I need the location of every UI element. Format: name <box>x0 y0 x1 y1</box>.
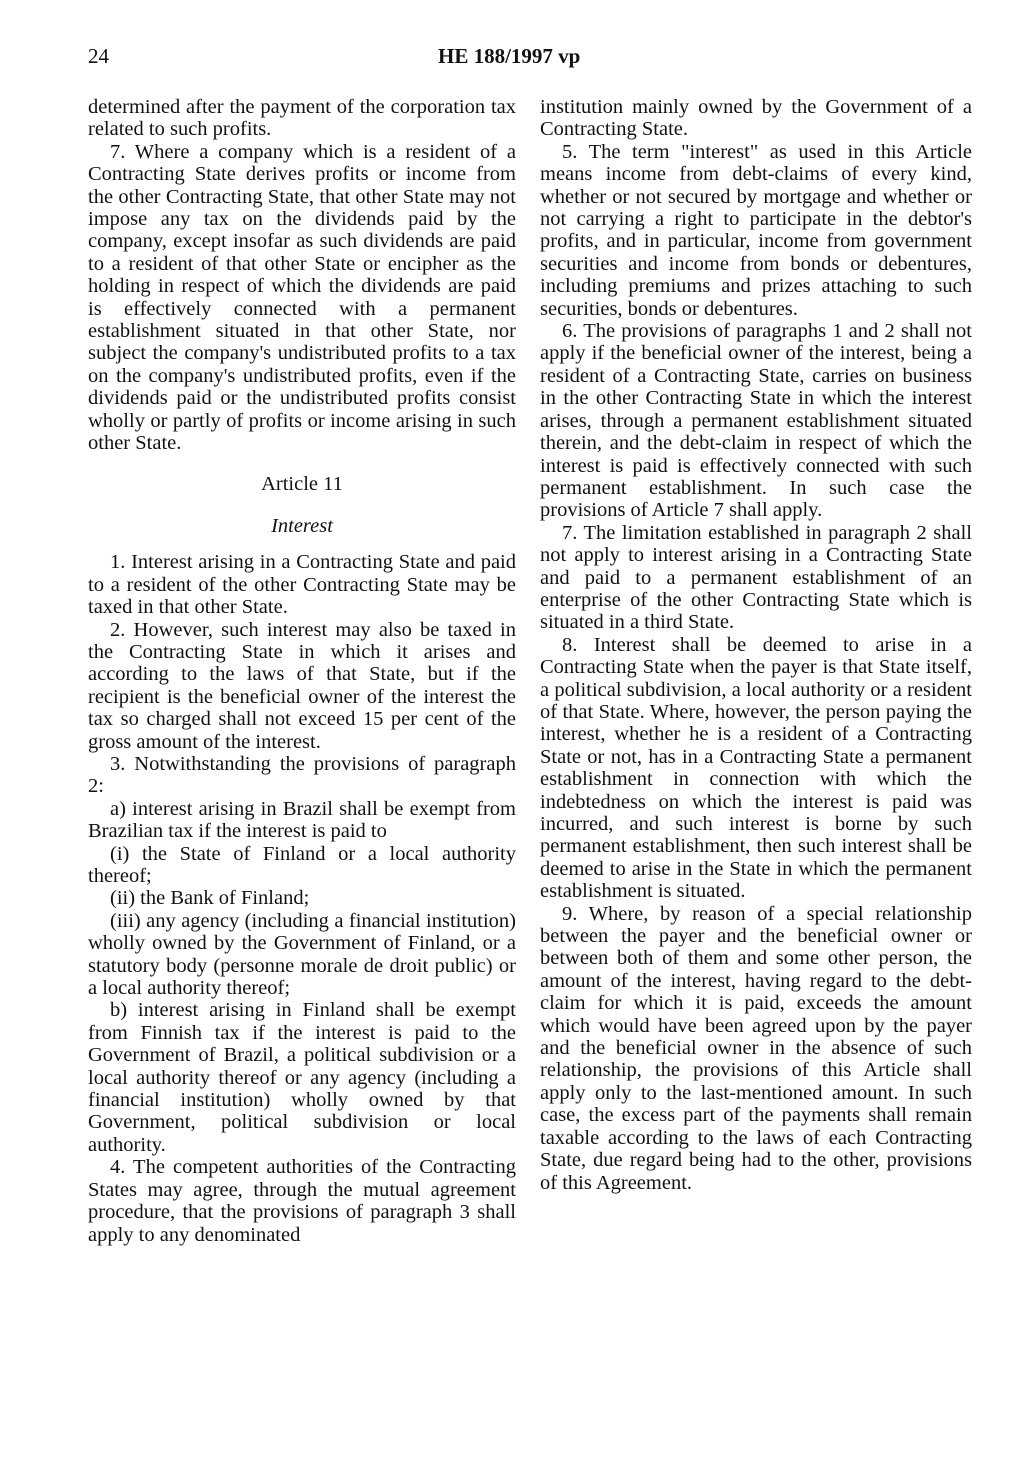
paragraph: 9. Where, by reason of a special relationship between the payer and the beneficial owner or between both of them and some other person, the amount of the interest, having regard to the debt-claim for which it is paid, exceeds the amount which would have been agreed upon by the payer and the beneficial owner in the absence of such relationship, the provisions of this Article shall apply only to the last-mentioned amount. In such case, the excess part of the payments shall remain taxable according to the laws of each Contracting State, due regard being had to the other, provisions of this Agreement. <box>540 902 972 1194</box>
right-column <box>540 96 972 1194</box>
article-heading: Article 11 <box>261 472 343 495</box>
document-title: HE 188/1997 vp <box>438 44 581 68</box>
page-number: 24 <box>88 44 109 68</box>
article-subheading: Interest <box>271 514 333 537</box>
page-header <box>0 44 1024 74</box>
paragraph: institution mainly owned by the Government of a Contracting State. <box>540 96 972 141</box>
paragraph: 4. The competent authorities of the Contracting States may agree, through the mutual agreement procedure, that the provisions of paragraph 3 shall apply to any denominated <box>88 1156 516 1246</box>
paragraph: 8. Interest shall be deemed to arise in a Contracting State when the payer is that State itself, a political subdivision, a local authority or a resident of that State. Where, however, the person paying the interest, whether he is a resident of a Contracting State or not, has in a Contracting State a permanent establishment in connection with which the indebtedness on which the interest is paid was incurred, and such interest is borne by such permanent establishment, then such interest shall be deemed to arise in the State in which the permanent establishment is situated. <box>540 633 972 903</box>
left-column <box>88 96 516 1246</box>
list-item: (iii) any agency (including a financial institution) wholly owned by the Government of Finland, or a statutory body (personne morale de droit public) or a local authority thereof; <box>88 909 516 1000</box>
list-item: b) interest arising in Finland shall be exempt from Finnish tax if the interest is paid to the Government of Brazil, a political subdivision or a local authority thereof or any agency (including a financial institution) wholly owned by that Government, political subdivision or local authority. <box>88 999 516 1156</box>
paragraph: 2. However, such interest may also be taxed in the Contracting State in which it arises and according to the laws of that State, but if the recipient is the beneficial owner of the interest the tax so charged shall not exceed 15 per cent of the gross amount of the interest. <box>88 618 516 753</box>
paragraph: 1. Interest arising in a Contracting State and paid to a resident of the other Contracting State may be taxed in that other State. <box>88 551 516 619</box>
list-item: (ii) the Bank of Finland; <box>110 887 310 910</box>
list-item: (i) the State of Finland or a local authority thereof; <box>88 842 516 887</box>
paragraph: 7. Where a company which is a resident of a Contracting State derives profits or income from the other Contracting State, that other State may not impose any tax on the dividends paid by the company, except insofar as such dividends are paid to a resident of that other State or encipher as the holding in respect of which the dividends are paid is effectively connected with a permanent establishment situated in that other State, nor subject the company's undistributed profits to a tax on the company's undistributed profits, even if the dividends paid or the undistributed profits consist wholly or partly of profits or income arising in such other State. <box>88 140 516 455</box>
paragraph: determined after the payment of the corporation tax related to such profits. <box>88 96 516 141</box>
list-item: a) interest arising in Brazil shall be exempt from Brazilian tax if the interest is paid to <box>88 797 516 843</box>
paragraph: 6. The provisions of paragraphs 1 and 2 shall not apply if the beneficial owner of the interest, being a resident of a Contracting State, carries on business in the other Contracting State in which the interest arises, through a permanent establishment situated therein, and the debt-claim in respect of which the interest is paid is effectively connected with such permanent establishment. In such case the provisions of Article 7 shall apply. <box>540 320 972 522</box>
paragraph: 5. The term "interest" as used in this Article means income from debt-claims of every kind, whether or not secured by mortgage and whether or not carrying a right to participate in the debtor's profits, and in particular, income from government securities and income from bonds or debentures, including premiums and prizes attaching to such securities, bonds or debentures. <box>540 140 972 320</box>
paragraph: 3. Notwithstanding the provisions of paragraph 2: <box>88 752 516 798</box>
paragraph: 7. The limitation established in paragraph 2 shall not apply to interest arising in a Contracting State and paid to a permanent establishment of an enterprise of the other Contracting State which is situated in a third State. <box>540 521 972 634</box>
